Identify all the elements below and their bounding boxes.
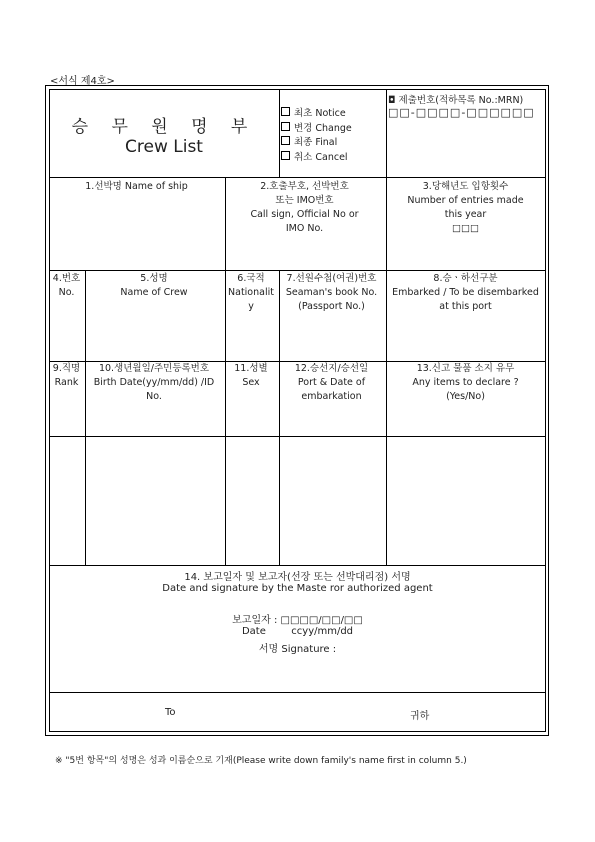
report-type-notice[interactable] (281, 107, 352, 122)
col-divider (386, 270, 387, 565)
col-divider (279, 270, 280, 565)
footnote: ※ "5번 항목"의 성명은 성과 이름순으로 기재(Please write down family's name first in column 5.) (55, 756, 467, 766)
mrn-label: ◘ 제출번호(적하목록 No.:MRN) (388, 95, 524, 106)
field-label: Sex (242, 377, 260, 388)
field-label: Name of Crew (120, 287, 188, 298)
report-type-final[interactable] (281, 136, 352, 151)
field-label: 5.성명 (140, 273, 168, 284)
field-call-sign (224, 180, 385, 236)
field-label: 7.선원수첩(여권)번호 (286, 273, 377, 284)
field-label: (Yes/No) (446, 391, 485, 402)
field-label: 2.호출부호, 선박번호 (260, 181, 349, 192)
field-label: 또는 IMO번호 (275, 195, 334, 206)
report-type-cancel[interactable] (281, 151, 352, 166)
option-label: 최종 Final (294, 137, 338, 148)
field-label: Port & Date of (297, 377, 366, 388)
field-label: Call sign, Official No or (250, 209, 359, 220)
field-rank (49, 362, 84, 390)
field-label: 3.당해년도 입항횟수 (422, 181, 509, 192)
mrn-input[interactable]: □□-□□□□-□□□□□□ (388, 106, 535, 119)
checkbox-icon[interactable] (281, 136, 290, 145)
field-birth-date (84, 362, 224, 404)
field-label: (Passport No.) (298, 301, 365, 312)
row-divider (50, 565, 545, 566)
form-number: <서식 제4호> (50, 76, 115, 87)
field-label: No. (58, 287, 75, 298)
field-seamans-book (278, 272, 385, 314)
col-divider (225, 270, 226, 565)
title-english: Crew List (125, 137, 203, 157)
title-korean: 승 무 원 명 부 (71, 117, 257, 137)
col-divider (279, 90, 280, 177)
field-declare-items (385, 362, 546, 404)
signature-heading-en: Date and signature by the Maste ror authorized agent (162, 583, 433, 594)
field-label: 9.직명 (52, 363, 81, 374)
field-number (49, 272, 84, 300)
addressee-honorific: 귀하 (410, 711, 430, 722)
checkbox-icon[interactable] (281, 151, 290, 160)
option-label: 취소 Cancel (294, 151, 348, 163)
field-label: 13.신고 물품 소지 유무 (416, 363, 515, 374)
field-label: 11.성별 (234, 363, 268, 374)
col-divider (386, 90, 387, 177)
field-label: Nationalit (228, 287, 274, 298)
checkbox-icon[interactable] (281, 122, 290, 131)
field-label: 4.번호 (52, 273, 81, 284)
field-label: Seaman's book No. (285, 287, 378, 298)
field-label: embarkation (301, 391, 362, 402)
field-label: Birth Date(yy/mm/dd) /ID (93, 377, 215, 388)
field-label: 8.승ㆍ하선구분 (433, 273, 498, 284)
field-label: 12.승선지/승선일 (294, 363, 369, 374)
col-divider (85, 270, 86, 565)
field-label: at this port (439, 301, 492, 312)
entries-input[interactable]: □□□ (452, 223, 479, 234)
field-label: Embarked / To be disembarked (392, 287, 539, 298)
field-ship-name (49, 180, 224, 194)
field-entries (385, 180, 546, 236)
field-label: 6.국적 (237, 273, 265, 284)
report-type-change[interactable] (281, 122, 352, 137)
field-crew-name (84, 272, 224, 300)
field-embark-status (385, 272, 546, 314)
field-label: Rank (54, 377, 79, 388)
row-divider (50, 692, 545, 693)
field-sex (224, 362, 278, 390)
field-label: this year (444, 209, 487, 220)
report-date-input[interactable]: 보고일자 : □□□□/□□/□□ (232, 615, 363, 626)
report-type-options (281, 107, 352, 165)
signature-input[interactable]: 서명 Signature : (258, 644, 337, 655)
field-embarkation (278, 362, 385, 404)
field-label: IMO No. (285, 223, 324, 234)
field-label: 1.선박명 Name of ship (85, 181, 188, 192)
field-label: y (248, 301, 254, 312)
row-divider (50, 177, 545, 178)
field-label: Any items to declare ? (412, 377, 519, 388)
addressee-to: To (165, 707, 176, 718)
row-divider (50, 436, 545, 437)
option-label: 변경 Change (294, 122, 352, 134)
field-label: 10.생년월일/주민등록번호 (98, 363, 210, 374)
row-divider (50, 270, 545, 271)
option-label: 최초 Notice (294, 108, 346, 119)
checkbox-icon[interactable] (281, 107, 290, 116)
field-label: No. (146, 391, 162, 402)
signature-heading: 14. 보고일자 및 보고자(선장 또는 선박대리점) 서명 (184, 572, 411, 583)
date-format: Date ccyy/mm/dd (241, 626, 354, 637)
field-label: Number of entries made (407, 195, 524, 206)
field-nationality (224, 272, 278, 314)
